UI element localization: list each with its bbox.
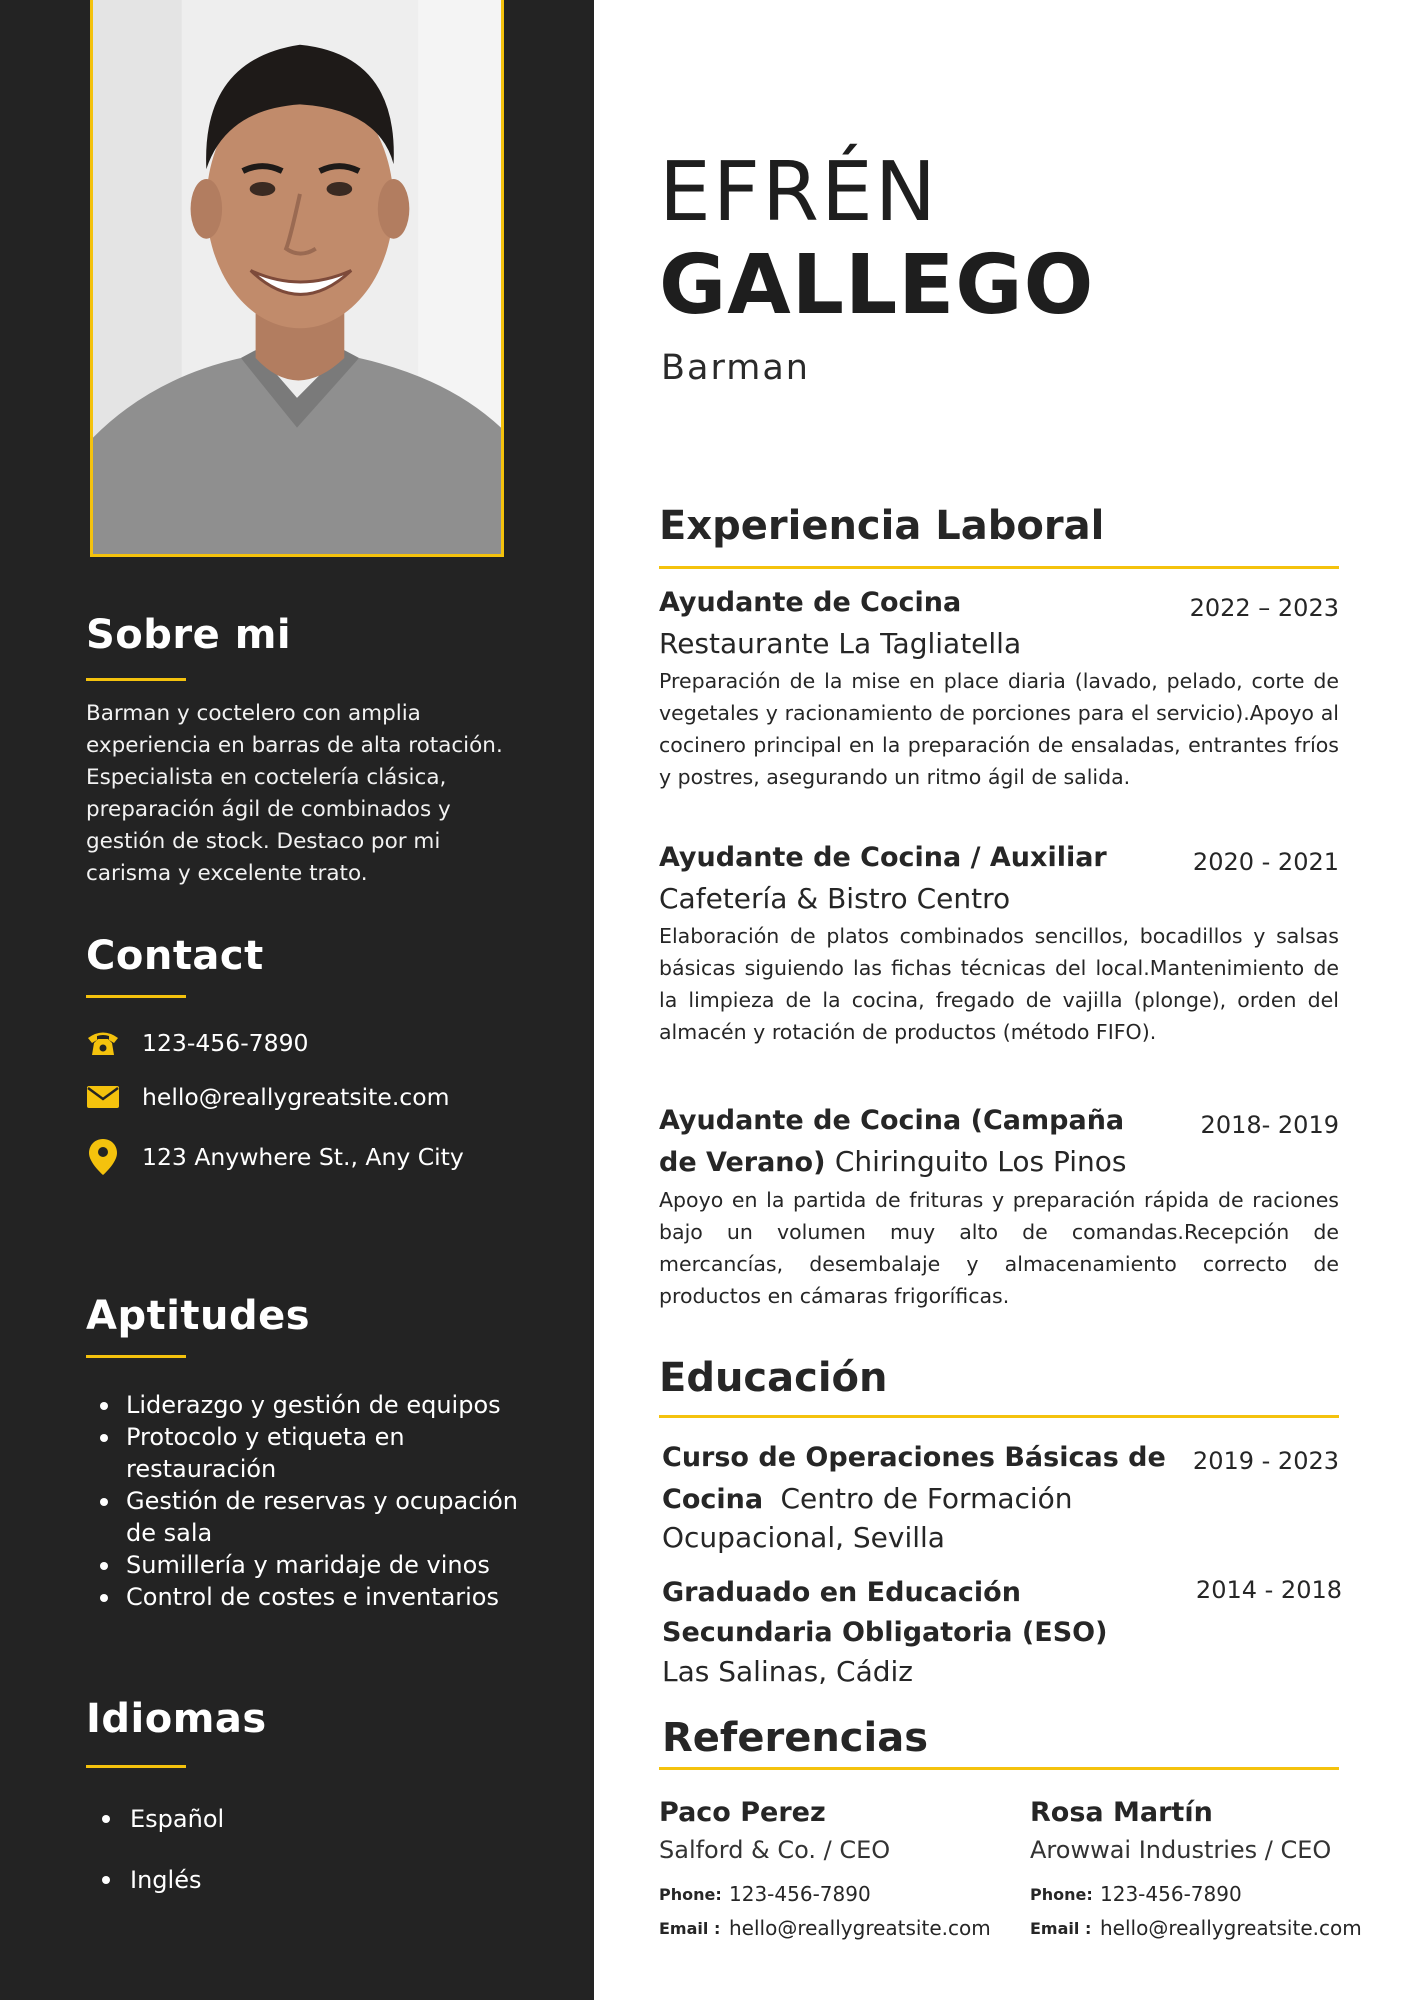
language-item: Inglés: [100, 1861, 224, 1922]
education-divider: [659, 1415, 1339, 1418]
last-name: GALLEGO: [659, 238, 1095, 333]
experience-divider: [659, 566, 1339, 569]
phone-icon: [86, 1026, 120, 1060]
education-title: Graduado en Educación: [662, 1577, 1021, 1608]
mail-icon: [86, 1080, 120, 1114]
education-years: 2019 - 2023: [1192, 1447, 1339, 1475]
experience-job-title: Ayudante de Cocina: [659, 587, 962, 618]
about-divider: [86, 678, 186, 681]
about-text: Barman y coctelero con amplia experiencia en barras de alta rotación. Especialista en coctelería clásica, preparación ágil de combinados y gestión de stock. Destaco por mi carisma y excelente trato.: [86, 701, 503, 886]
experience-heading: Experiencia Laboral: [659, 503, 1105, 549]
reference-name: Paco Perez: [659, 1797, 826, 1828]
education-institution-line2: Ocupacional, Sevilla: [662, 1521, 945, 1554]
languages-list: [100, 1800, 224, 1922]
education-title-line2: Cocina: [662, 1484, 764, 1515]
reference-email-value: hello@reallygreatsite.com: [1100, 1916, 1362, 1940]
reference-role: Salford & Co. / CEO: [659, 1836, 891, 1864]
portrait-illustration: [93, 0, 501, 554]
contact-email[interactable]: [86, 1080, 450, 1114]
experience-job-years: 2020 - 2021: [1192, 848, 1339, 876]
job-title: Barman: [661, 348, 810, 388]
reference-email-label: Email :: [1030, 1919, 1092, 1938]
reference-name: Rosa Martín: [1030, 1797, 1213, 1828]
languages-divider: [86, 1765, 186, 1768]
education-title-line2: Secundaria Obligatoria (ESO): [662, 1617, 1108, 1648]
experience-job-title: Ayudante de Cocina (Campaña: [659, 1105, 1125, 1136]
references-heading: Referencias: [662, 1715, 929, 1761]
contact-divider: [86, 995, 186, 998]
contact-address[interactable]: [86, 1140, 464, 1174]
education-title-cont: [662, 1482, 1073, 1515]
skill-item: Control de costes e inventarios: [100, 1581, 540, 1613]
skills-heading: Aptitudes: [86, 1293, 311, 1339]
contact-phone[interactable]: [86, 1026, 308, 1060]
location-pin-icon: [86, 1140, 120, 1174]
portrait-photo: [90, 0, 504, 557]
skill-item: Gestión de reservas y ocupación de sala: [100, 1485, 540, 1549]
skill-item: Sumillería y maridaje de vinos: [100, 1549, 540, 1581]
contact-heading: Contact: [86, 933, 264, 979]
reference-phone-label: Phone:: [659, 1885, 722, 1904]
reference-phone[interactable]: [1030, 1882, 1242, 1906]
experience-description: Elaboración de platos combinados sencillos, bocadillos y salsas básicas siguiendo las fichas técnicas del local.Mantenimiento de la limpieza de la cocina, fregado de vajilla (plonge), orden del almacén y rotación de productos (método FIFO).: [659, 924, 1339, 1044]
first-name: EFRÉN: [659, 145, 939, 240]
reference-phone[interactable]: [659, 1882, 871, 1906]
skill-item: Protocolo y etiqueta en restauración: [100, 1421, 540, 1485]
contact-address-text: 123 Anywhere St., Any City: [142, 1143, 464, 1171]
reference-role: Arowwai Industries / CEO: [1030, 1836, 1332, 1864]
education-heading: Educación: [659, 1355, 888, 1401]
experience-job-title-line2: de Verano): [659, 1147, 826, 1178]
references-divider: [659, 1767, 1339, 1770]
education-institution: Las Salinas, Cádiz: [662, 1655, 913, 1688]
skill-item: Liderazgo y gestión de equipos: [100, 1389, 540, 1421]
education-institution: Centro de Formación: [780, 1482, 1073, 1515]
experience-company: Restaurante La Tagliatella: [659, 627, 1022, 660]
reference-email-value: hello@reallygreatsite.com: [729, 1916, 991, 1940]
language-item: Español: [100, 1800, 224, 1861]
experience-job-title: Ayudante de Cocina / Auxiliar: [659, 842, 1107, 873]
experience-description: Preparación de la mise en place diaria (lavado, pelado, corte de vegetales y racionamiento de porciones para el servicio).Apoyo al cocinero principal en la preparación de ensaladas, entrantes fríos y postres, asegurando un ritmo ágil de salida.: [659, 669, 1339, 789]
skills-divider: [86, 1355, 186, 1358]
experience-description: Apoyo en la partida de frituras y preparación rápida de raciones bajo un volumen muy alto de comandas.Recepción de mercancías, desembalaje y almacenamiento correcto de productos en cámaras frigoríficas.: [659, 1188, 1339, 1308]
skills-list: [100, 1389, 540, 1613]
contact-email-text: hello@reallygreatsite.com: [142, 1083, 450, 1111]
sidebar: [0, 0, 594, 2000]
education-years: 2014 - 2018: [1195, 1576, 1342, 1604]
reference-email[interactable]: [659, 1916, 991, 1940]
experience-job-title-cont: [659, 1145, 1127, 1178]
reference-phone-label: Phone:: [1030, 1885, 1093, 1904]
contact-phone-text: 123-456-7890: [142, 1029, 309, 1057]
reference-phone-value: 123-456-7890: [729, 1882, 871, 1906]
experience-company: Cafetería & Bistro Centro: [659, 882, 1011, 915]
experience-job-years: 2022 – 2023: [1189, 594, 1339, 622]
languages-heading: Idiomas: [86, 1696, 267, 1742]
reference-email-label: Email :: [659, 1919, 721, 1938]
reference-phone-value: 123-456-7890: [1100, 1882, 1242, 1906]
education-title: Curso de Operaciones Básicas de: [662, 1442, 1166, 1473]
about-heading: Sobre mi: [86, 612, 292, 658]
experience-company: Chiringuito Los Pinos: [834, 1145, 1127, 1178]
experience-job-years: 2018- 2019: [1200, 1111, 1339, 1139]
reference-email[interactable]: [1030, 1916, 1362, 1940]
